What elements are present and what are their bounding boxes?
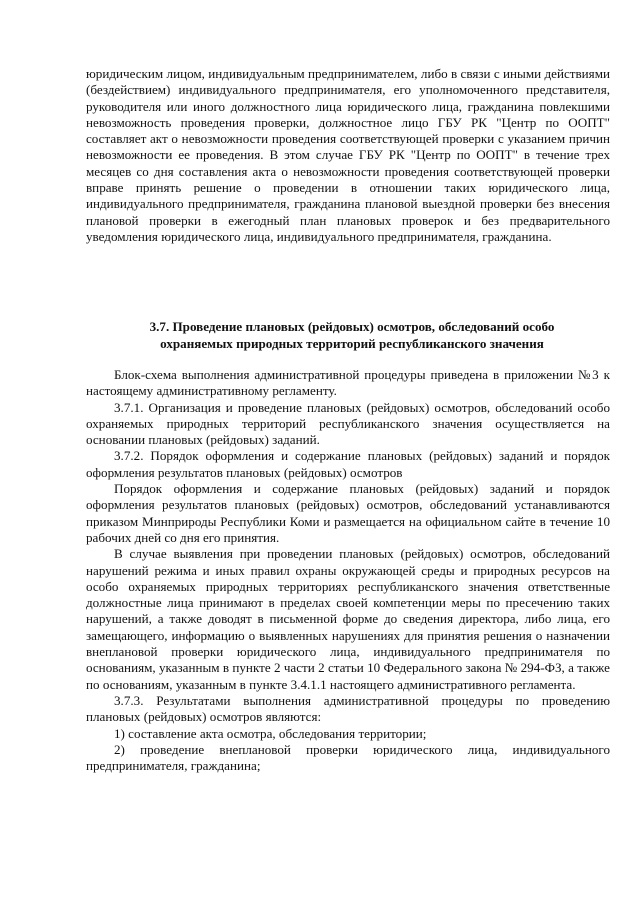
list-item-1: 1) составление акта осмотра, обследования территории;	[114, 725, 427, 741]
paragraph-3-7-2: 3.7.2. Порядок оформления и содержание плановых (рейдовых) заданий и порядок оформления результатов плановых (рейдовых) осмотров	[86, 448, 610, 480]
paragraph-violations: В случае выявления при проведении плановых (рейдовых) осмотров, обследований нарушений режима и иных правил охраны окружающей среды и природных ресурсов на особо охраняемых природных территориях республиканского значения ответственные должностные лица принимают в пределах своей компетенции меры по пресечению таких нарушений, а также доводят в письменной форме до сведения директора, либо лица, его замещающего, информацию о выявленных нарушениях для принятия решения о назначении внеплановой проверки юридического лица, индивидуального предпринимателя по основаниям, указанным в пункте 2 части 2 статьи 10 Федерального закона № 294-ФЗ, а также по основаниям, указанным в пункте 3.4.1.1 настоящего административного регламента.	[86, 546, 610, 692]
paragraph-3-7-3: 3.7.3. Результатами выполнения административной процедуры по проведению плановых (рейдовых) осмотров являются:	[86, 692, 610, 725]
list-item-2: 2) проведение внеплановой проверки юридического лица, индивидуального предпринимателя, гражданина;	[86, 741, 610, 774]
intro-paragraph-block	[86, 66, 610, 245]
intro-paragraph: юридическим лицом, индивидуальным предпринимателем, либо в связи с иными действиями (бездействием) индивидуального предпринимателя, его уполномоченного представителя, руководителя или иного должностного лица юридического лица, гражданина повлекшими невозможность проведения проверки, должностное лицо ГБУ РК "Центр по ООПТ" составляет акт о невозможности проведения соответствующей проверки с указанием причин невозможности ее проведения. В этом случае ГБУ РК "Центр по ООПТ" в течение трех месяцев со дня составления акта о невозможности проведения соответствующей проверки вправе принять решение о проведении в отношении таких юридического лица, индивидуального предпринимателя, гражданина плановой выездной проверки без внесения плановой проверки в ежегодный план плановых проверок и без предварительного уведомления юридического лица, индивидуального предпринимателя, гражданина.	[86, 66, 610, 244]
section-body	[86, 367, 610, 774]
paragraph-flowchart: Блок-схема выполнения административной процедуры приведена в приложении №3 к настоящему административному регламенту.	[86, 367, 610, 399]
paragraph-3-7-1: 3.7.1. Организация и проведение плановых (рейдовых) осмотров, обследований особо охраняемых природных территорий республиканского значения осуществляется на основании плановых (рейдовых) заданий.	[86, 399, 610, 448]
section-heading	[112, 318, 592, 352]
paragraph-order: Порядок оформления и содержание плановых (рейдовых) заданий и порядок оформления результатов плановых (рейдовых) осмотров, обследований устанавливаются приказом Минприроды Республики Коми и размещается на официальном сайте в течение 10 рабочих дней со дня его принятия.	[86, 481, 610, 545]
section-title-line-2: охраняемых природных территорий республиканского значения	[160, 336, 544, 351]
section-title-line-1: 3.7. Проведение плановых (рейдовых) осмотров, обследований особо	[149, 319, 555, 334]
